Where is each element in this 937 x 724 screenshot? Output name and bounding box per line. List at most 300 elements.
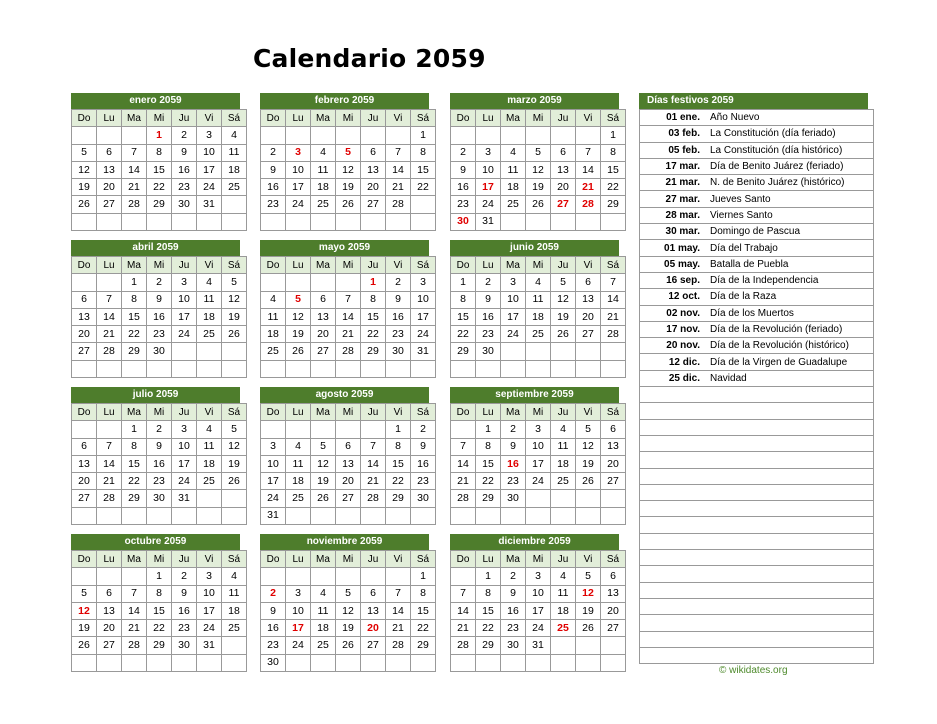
month-title: octubre 2059 [71, 534, 240, 550]
day-cell: 12 [222, 291, 247, 308]
day-cell: 8 [476, 438, 501, 455]
footer-credit: © wikidates.org [719, 665, 788, 676]
holiday-name: Día de Benito Juárez (feriado) [705, 158, 874, 174]
holiday-row [640, 533, 874, 549]
day-cell: 17 [197, 602, 222, 619]
day-cell: 30 [411, 490, 436, 507]
month-calendar [71, 387, 240, 525]
holiday-name: Día de la Independencia [705, 272, 874, 288]
day-cell: 3 [526, 421, 551, 438]
day-cell: 27 [361, 196, 386, 213]
day-cell: 3 [261, 438, 286, 455]
day-cell: 6 [361, 144, 386, 161]
day-cell: 6 [97, 585, 122, 602]
holiday-row [640, 566, 874, 582]
week-row [261, 637, 436, 654]
day-cell: 13 [551, 161, 576, 178]
day-cell: 3 [501, 274, 526, 291]
day-cell: 27 [601, 473, 626, 490]
day-cell: 15 [411, 161, 436, 178]
day-cell: 26 [72, 637, 97, 654]
holiday-name [705, 582, 874, 598]
holiday-date: 28 mar. [640, 207, 706, 223]
day-cell: 23 [147, 326, 172, 343]
day-cell: 2 [147, 274, 172, 291]
day-cell: 27 [336, 490, 361, 507]
empty-cell [336, 360, 361, 377]
day-cell: 19 [526, 179, 551, 196]
empty-cell [222, 213, 247, 230]
week-row [451, 620, 626, 637]
day-cell: 28 [386, 637, 411, 654]
day-cell: 17 [261, 473, 286, 490]
holiday-date: 21 mar. [640, 175, 706, 191]
empty-cell [501, 360, 526, 377]
day-cell: 12 [222, 438, 247, 455]
day-cell: 8 [411, 144, 436, 161]
weekday-header: Do [451, 110, 476, 127]
holiday-day-cell: 3 [286, 144, 311, 161]
empty-cell [576, 127, 601, 144]
holiday-row [640, 289, 874, 305]
empty-cell [386, 127, 411, 144]
day-cell: 22 [122, 473, 147, 490]
weekday-header: Mi [526, 257, 551, 274]
holiday-name: Día de los Muertos [705, 305, 874, 321]
day-cell: 29 [147, 196, 172, 213]
day-cell: 14 [451, 455, 476, 472]
empty-cell [286, 360, 311, 377]
day-cell: 19 [551, 308, 576, 325]
empty-cell [286, 507, 311, 524]
holiday-date: 12 dic. [640, 354, 706, 370]
holiday-date: 17 mar. [640, 158, 706, 174]
week-row [72, 144, 247, 161]
holiday-row [640, 158, 874, 174]
week-row [451, 274, 626, 291]
holiday-name [705, 647, 874, 663]
day-cell: 25 [311, 637, 336, 654]
empty-cell [172, 654, 197, 671]
week-row [261, 291, 436, 308]
day-cell: 26 [311, 490, 336, 507]
day-cell: 15 [147, 161, 172, 178]
week-row [261, 213, 436, 230]
weekday-header: Vi [197, 257, 222, 274]
day-cell: 4 [551, 568, 576, 585]
week-row [451, 585, 626, 602]
holiday-date [640, 647, 706, 663]
holiday-name [705, 387, 874, 403]
day-cell: 14 [451, 602, 476, 619]
day-cell: 7 [601, 274, 626, 291]
weekday-header: Ma [501, 551, 526, 568]
day-cell: 1 [476, 568, 501, 585]
day-cell: 2 [501, 568, 526, 585]
day-cell: 23 [501, 620, 526, 637]
week-row [451, 144, 626, 161]
week-row [451, 360, 626, 377]
weekday-header: Ju [172, 551, 197, 568]
day-cell: 25 [311, 196, 336, 213]
day-cell: 9 [476, 291, 501, 308]
holiday-row [640, 272, 874, 288]
week-row [261, 421, 436, 438]
day-cell: 6 [551, 144, 576, 161]
empty-cell [451, 507, 476, 524]
day-cell: 11 [551, 585, 576, 602]
weekday-header: Do [261, 257, 286, 274]
holiday-date: 12 oct. [640, 289, 706, 305]
month-title: mayo 2059 [260, 240, 429, 256]
empty-cell [261, 213, 286, 230]
day-cell: 27 [576, 326, 601, 343]
day-cell: 24 [501, 326, 526, 343]
week-row [72, 654, 247, 671]
day-cell: 17 [526, 455, 551, 472]
day-cell: 12 [72, 161, 97, 178]
holiday-row [640, 240, 874, 256]
holiday-row [640, 126, 874, 142]
day-cell: 28 [451, 637, 476, 654]
day-cell: 26 [222, 326, 247, 343]
day-cell: 8 [122, 438, 147, 455]
day-cell: 25 [197, 326, 222, 343]
day-cell: 17 [526, 602, 551, 619]
day-cell: 13 [601, 438, 626, 455]
month-grid [260, 403, 436, 525]
day-cell: 13 [336, 455, 361, 472]
day-cell: 23 [172, 179, 197, 196]
holiday-row [640, 354, 874, 370]
weekday-header: Lu [476, 257, 501, 274]
weekday-header: Ju [172, 257, 197, 274]
holiday-date: 30 mar. [640, 224, 706, 240]
day-cell: 20 [551, 179, 576, 196]
holiday-date [640, 598, 706, 614]
week-row [451, 179, 626, 196]
week-row [261, 654, 436, 671]
empty-cell [386, 360, 411, 377]
day-cell: 23 [172, 620, 197, 637]
holiday-date [640, 452, 706, 468]
week-row [451, 473, 626, 490]
empty-cell [576, 507, 601, 524]
week-row [72, 274, 247, 291]
day-cell: 16 [411, 455, 436, 472]
empty-cell [72, 568, 97, 585]
day-cell: 31 [411, 343, 436, 360]
day-cell: 3 [476, 144, 501, 161]
day-cell: 12 [526, 161, 551, 178]
empty-cell [122, 507, 147, 524]
holiday-name: Día de la Revolución (feriado) [705, 321, 874, 337]
empty-cell [361, 507, 386, 524]
weekday-header: Mi [336, 110, 361, 127]
day-cell: 3 [286, 585, 311, 602]
holiday-row [640, 370, 874, 386]
empty-cell [526, 490, 551, 507]
week-row [451, 455, 626, 472]
weekday-header: Sá [601, 257, 626, 274]
weekday-header: Do [261, 404, 286, 421]
weekday-header: Vi [386, 257, 411, 274]
month-title: agosto 2059 [260, 387, 429, 403]
day-cell: 5 [72, 144, 97, 161]
empty-cell [501, 213, 526, 230]
holiday-date: 20 nov. [640, 338, 706, 354]
empty-cell [311, 568, 336, 585]
day-cell: 15 [476, 455, 501, 472]
day-cell: 14 [361, 455, 386, 472]
day-cell: 13 [97, 161, 122, 178]
month-calendar [260, 387, 429, 525]
weekday-header: Sá [222, 110, 247, 127]
day-cell: 5 [336, 585, 361, 602]
holiday-name [705, 419, 874, 435]
empty-cell [411, 213, 436, 230]
week-row [451, 326, 626, 343]
day-cell: 3 [197, 127, 222, 144]
day-cell: 8 [601, 144, 626, 161]
weekday-header: Do [72, 257, 97, 274]
day-cell: 23 [386, 326, 411, 343]
day-cell: 6 [601, 421, 626, 438]
empty-cell [601, 213, 626, 230]
day-cell: 22 [411, 179, 436, 196]
empty-cell [97, 654, 122, 671]
day-cell: 26 [286, 343, 311, 360]
empty-cell [476, 654, 501, 671]
empty-cell [451, 654, 476, 671]
day-cell: 31 [197, 637, 222, 654]
empty-cell [386, 213, 411, 230]
empty-cell [197, 343, 222, 360]
month-calendar [260, 240, 429, 378]
holiday-name [705, 631, 874, 647]
holiday-day-cell: 30 [451, 213, 476, 230]
month-title: marzo 2059 [450, 93, 619, 109]
day-cell: 24 [261, 490, 286, 507]
day-cell: 5 [576, 568, 601, 585]
day-cell: 9 [261, 602, 286, 619]
day-cell: 18 [197, 308, 222, 325]
month-title: diciembre 2059 [450, 534, 619, 550]
day-cell: 21 [386, 620, 411, 637]
day-cell: 31 [526, 637, 551, 654]
empty-cell [526, 343, 551, 360]
weekday-header: Lu [286, 257, 311, 274]
holiday-day-cell: 28 [576, 196, 601, 213]
holiday-name [705, 566, 874, 582]
holiday-row [640, 598, 874, 614]
weekday-header: Vi [386, 110, 411, 127]
day-cell: 7 [122, 144, 147, 161]
day-cell: 23 [451, 196, 476, 213]
day-cell: 16 [147, 455, 172, 472]
holiday-name: Viernes Santo [705, 207, 874, 223]
weekday-header: Sá [222, 257, 247, 274]
day-cell: 14 [122, 602, 147, 619]
day-cell: 11 [197, 438, 222, 455]
holiday-row [640, 468, 874, 484]
day-cell: 22 [451, 326, 476, 343]
empty-cell [122, 127, 147, 144]
holiday-row [640, 142, 874, 158]
day-cell: 19 [286, 326, 311, 343]
weekday-header: Mi [147, 551, 172, 568]
day-cell: 21 [451, 473, 476, 490]
day-cell: 8 [386, 438, 411, 455]
weekday-header: Do [451, 257, 476, 274]
empty-cell [97, 213, 122, 230]
holiday-row [640, 403, 874, 419]
day-cell: 9 [411, 438, 436, 455]
week-row [261, 455, 436, 472]
week-row [72, 455, 247, 472]
week-row [451, 654, 626, 671]
day-cell: 27 [72, 490, 97, 507]
week-row [261, 507, 436, 524]
day-cell: 24 [526, 620, 551, 637]
holiday-date [640, 468, 706, 484]
day-cell: 15 [476, 602, 501, 619]
weekday-header: Lu [286, 551, 311, 568]
day-cell: 9 [172, 585, 197, 602]
empty-cell [336, 421, 361, 438]
day-cell: 20 [601, 455, 626, 472]
holiday-day-cell: 5 [286, 291, 311, 308]
day-cell: 17 [172, 308, 197, 325]
empty-cell [386, 568, 411, 585]
day-cell: 9 [147, 438, 172, 455]
day-cell: 25 [286, 490, 311, 507]
holiday-date [640, 403, 706, 419]
holiday-date: 01 ene. [640, 110, 706, 126]
holiday-row [640, 175, 874, 191]
holiday-date: 05 may. [640, 256, 706, 272]
day-cell: 29 [147, 637, 172, 654]
holiday-date: 27 mar. [640, 191, 706, 207]
day-cell: 30 [476, 343, 501, 360]
day-cell: 24 [197, 620, 222, 637]
month-grid [71, 550, 247, 672]
day-cell: 10 [286, 602, 311, 619]
week-row [451, 213, 626, 230]
holiday-date: 05 feb. [640, 142, 706, 158]
weekday-header: Vi [576, 551, 601, 568]
day-cell: 29 [361, 343, 386, 360]
week-row [261, 326, 436, 343]
weekday-header: Ma [311, 257, 336, 274]
day-cell: 16 [261, 179, 286, 196]
day-cell: 14 [97, 455, 122, 472]
holiday-name: Día de la Virgen de Guadalupe [705, 354, 874, 370]
day-cell: 6 [97, 144, 122, 161]
day-cell: 31 [172, 490, 197, 507]
day-cell: 24 [286, 196, 311, 213]
empty-cell [336, 568, 361, 585]
empty-cell [601, 490, 626, 507]
day-cell: 25 [222, 620, 247, 637]
day-cell: 4 [526, 274, 551, 291]
day-cell: 19 [576, 455, 601, 472]
weekday-header: Lu [97, 404, 122, 421]
weekday-header: Sá [411, 257, 436, 274]
empty-cell [147, 654, 172, 671]
holiday-name: Día de la Raza [705, 289, 874, 305]
day-cell: 13 [601, 585, 626, 602]
day-cell: 3 [172, 421, 197, 438]
day-cell: 1 [386, 421, 411, 438]
day-cell: 7 [97, 291, 122, 308]
weekday-header: Sá [411, 404, 436, 421]
day-cell: 18 [286, 473, 311, 490]
week-row [261, 585, 436, 602]
day-cell: 22 [476, 473, 501, 490]
holiday-name [705, 517, 874, 533]
month-calendar [260, 534, 429, 672]
day-cell: 26 [551, 326, 576, 343]
day-cell: 4 [311, 144, 336, 161]
empty-cell [311, 274, 336, 291]
month-calendar [450, 240, 619, 378]
holiday-row [640, 435, 874, 451]
week-row [261, 343, 436, 360]
week-row [261, 490, 436, 507]
day-cell: 11 [501, 161, 526, 178]
empty-cell [361, 421, 386, 438]
empty-cell [72, 507, 97, 524]
day-cell: 30 [147, 343, 172, 360]
day-cell: 12 [286, 308, 311, 325]
day-cell: 3 [172, 274, 197, 291]
week-row [261, 620, 436, 637]
day-cell: 11 [551, 438, 576, 455]
empty-cell [336, 127, 361, 144]
holiday-date [640, 484, 706, 500]
day-cell: 7 [122, 585, 147, 602]
empty-cell [336, 274, 361, 291]
holiday-day-cell: 1 [147, 127, 172, 144]
day-cell: 22 [122, 326, 147, 343]
holiday-day-cell: 21 [576, 179, 601, 196]
holiday-row [640, 224, 874, 240]
holiday-day-cell: 25 [551, 620, 576, 637]
day-cell: 24 [197, 179, 222, 196]
holiday-day-cell: 17 [286, 620, 311, 637]
weekday-header: Mi [526, 551, 551, 568]
month-calendar [71, 240, 240, 378]
day-cell: 5 [551, 274, 576, 291]
day-cell: 11 [197, 291, 222, 308]
day-cell: 28 [97, 490, 122, 507]
holiday-name: La Constitución (día feriado) [705, 126, 874, 142]
weekday-header: Vi [386, 404, 411, 421]
day-cell: 1 [601, 127, 626, 144]
holiday-date [640, 419, 706, 435]
empty-cell [551, 507, 576, 524]
day-cell: 9 [386, 291, 411, 308]
day-cell: 21 [97, 326, 122, 343]
weekday-header: Lu [286, 404, 311, 421]
empty-cell [222, 343, 247, 360]
day-cell: 10 [172, 291, 197, 308]
week-row [72, 343, 247, 360]
empty-cell [501, 343, 526, 360]
empty-cell [97, 127, 122, 144]
holiday-row [640, 110, 874, 126]
